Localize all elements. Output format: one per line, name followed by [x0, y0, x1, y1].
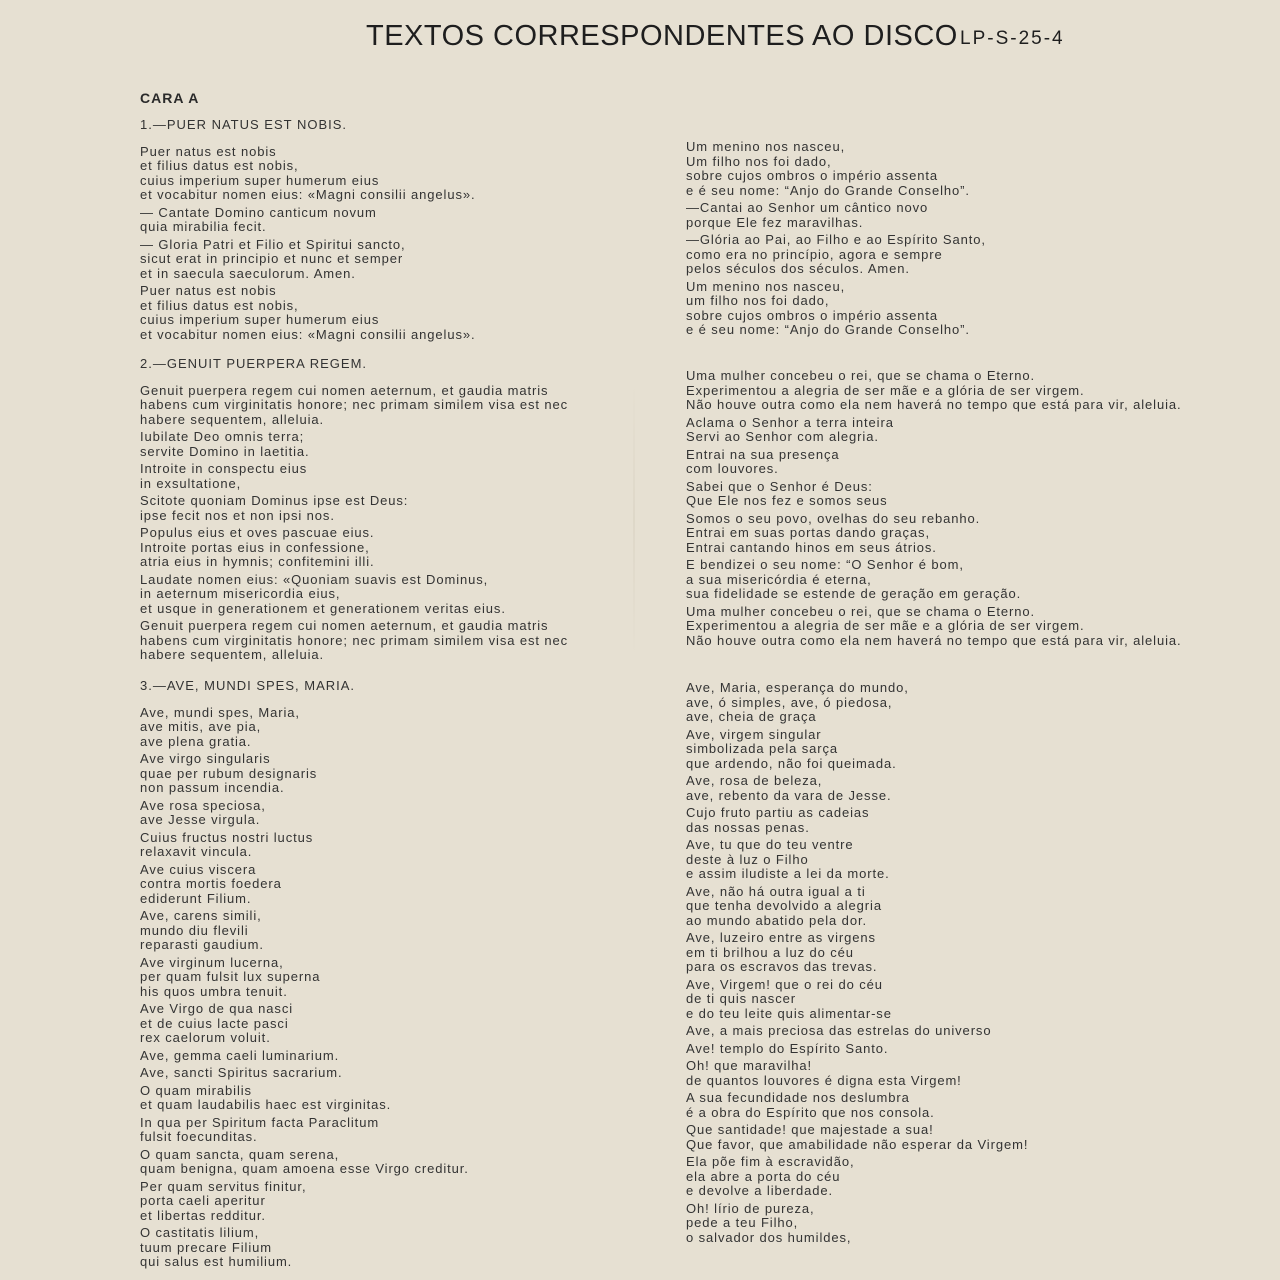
verse-line: et vocabitur nomen eius: «Magni consilii angelus». [140, 326, 476, 342]
verse-line: Introite portas eius in confessione, [140, 539, 370, 555]
verse-stanza [686, 806, 1246, 835]
verse-stanza [686, 1024, 1246, 1039]
verse-line: et quam laudabilis haec est virginitas. [140, 1097, 392, 1112]
song-heading: 2.—GENUIT PUERPERA REGEM. [140, 356, 368, 371]
verse-line: Ave virginum lucerna, [140, 954, 284, 970]
verse-line: sicut erat in principio et nunc et semper [140, 251, 404, 266]
verse-stanza [140, 909, 640, 953]
verse-stanza [686, 885, 1246, 929]
portuguese-verses [686, 140, 1246, 338]
verse-line: Um filho nos foi dado, [686, 153, 832, 169]
verse-stanza [686, 1059, 1246, 1088]
verse-line: — Gloria Patri et Filio et Spiritui sancto, [140, 236, 406, 252]
verse-line: ediderunt Filium. [140, 890, 252, 906]
verse-line: habere sequentem, alleluia. [140, 411, 325, 427]
verse-line: porque Ele fez maravilhas. [686, 214, 864, 230]
verse-stanza [686, 480, 1246, 509]
verse-stanza [140, 284, 640, 342]
verse-line: et de cuius lacte pasci [140, 1015, 289, 1031]
verse-stanza [140, 831, 640, 860]
verse-line: In qua per Spiritum facta Paraclitum [140, 1114, 380, 1130]
verse-line: habens cum virginitatis honore; nec primam similem visa est nec [140, 632, 569, 648]
verse-stanza [140, 494, 640, 523]
verse-line: ao mundo abatido pela dor. [686, 912, 867, 928]
verse-line: habens cum virginitatis honore; nec primam similem visa est nec [140, 397, 569, 412]
verse-line: quia mirabilia fecit. [140, 219, 267, 234]
verse-line: non passum incendia. [140, 780, 285, 795]
verse-line: O quam mirabilis [140, 1082, 252, 1098]
verse-line: Experimentou a alegria de ser mãe e a glória de ser virgem. [686, 382, 1085, 398]
verse-stanza [686, 140, 1246, 198]
verse-stanza [140, 526, 640, 570]
verse-stanza [140, 145, 640, 203]
verse-stanza [140, 1116, 640, 1145]
verse-line: Entrai cantando hinos em seus átrios. [686, 539, 937, 555]
verse-line: Que santidade! que majestade a sua! [686, 1122, 934, 1137]
verse-line: Ave! templo do Espírito Santo. [686, 1040, 889, 1056]
catalog-number: LP-S-25-4 [960, 28, 1065, 49]
verse-line: e é seu nome: “Anjo do Grande Conselho”. [686, 182, 970, 198]
verse-line: Uma mulher concebeu o rei, que se chama o Eterno. [686, 603, 1036, 619]
verse-stanza [686, 369, 1246, 413]
verse-stanza [140, 1084, 640, 1113]
verse-line: Entrai na sua presença [686, 446, 840, 462]
verse-line: sobre cujos ombros o império assenta [686, 307, 939, 323]
verse-line: servite Domino in laetitia. [140, 443, 310, 459]
latin-verses [140, 706, 640, 1270]
verse-stanza [140, 1002, 640, 1046]
verse-line: Ave virgo singularis [140, 751, 271, 766]
verse-stanza [140, 1226, 640, 1270]
verse-line: a sua misericórdia é eterna, [686, 571, 872, 587]
verse-line: Introite in conspectu eius [140, 461, 308, 476]
verse-line: O quam sancta, quam serena, [140, 1146, 340, 1162]
verse-line: Oh! que maravilha! [686, 1058, 813, 1073]
verse-stanza [686, 1202, 1246, 1246]
verse-stanza [686, 605, 1246, 649]
verse-stanza [140, 863, 640, 907]
verse-stanza [686, 448, 1246, 477]
verse-stanza [140, 1148, 640, 1177]
verse-line: cuius imperium super humerum eius [140, 312, 380, 327]
verse-line: Experimentou a alegria de ser mãe e a glória de ser virgem. [686, 618, 1085, 633]
verse-line: ipse fecit nos et non ipsi nos. [140, 507, 335, 523]
song-heading: 1.—PUER NATUS EST NOBIS. [140, 117, 348, 132]
verse-stanza [140, 573, 640, 617]
verse-line: ave, rebento da vara de Jesse. [686, 787, 892, 803]
verse-stanza [686, 931, 1246, 975]
verse-stanza [140, 956, 640, 1000]
verse-line: Ave, carens simili, [140, 908, 262, 923]
song-heading: 3.—AVE, MUNDI SPES, MARIA. [140, 678, 356, 693]
verse-line: Entrai em suas portas dando graças, [686, 525, 930, 540]
verse-stanza [140, 430, 640, 459]
verse-line: e assim iludiste a lei da morte. [686, 866, 890, 881]
verse-stanza [140, 384, 640, 428]
verse-stanza [686, 1042, 1246, 1057]
verse-stanza [686, 512, 1246, 556]
song-3-portuguese [686, 681, 1246, 1248]
verse-line: sua fidelidade se estende de geração em geração. [686, 586, 1022, 601]
verse-line: de quantos louvores é digna esta Virgem! [686, 1072, 962, 1088]
verse-line: qui salus est humilium. [140, 1254, 293, 1269]
verse-stanza [686, 280, 1246, 338]
verse-line: Que Ele nos fez e somos seus [686, 493, 888, 508]
verse-line: das nossas penas. [686, 819, 810, 835]
verse-stanza [686, 838, 1246, 882]
verse-line: Servi ao Senhor com alegria. [686, 429, 879, 444]
verse-line: cuius imperium super humerum eius [140, 172, 380, 188]
verse-line: quae per rubum designaris [140, 765, 318, 781]
verse-line: et usque in generationem et generationem veritas eius. [140, 600, 506, 616]
verse-line: para os escravos das trevas. [686, 959, 878, 974]
verse-stanza [140, 1180, 640, 1224]
verse-line: quam benigna, quam amoena esse Virgo creditur. [140, 1161, 469, 1176]
verse-stanza [140, 1049, 640, 1064]
verse-stanza [686, 201, 1246, 230]
verse-line: in aeternum misericordia eius, [140, 586, 341, 601]
verse-line: Ave, sancti Spiritus sacrarium. [140, 1065, 343, 1080]
verse-stanza [686, 1091, 1246, 1120]
song-3-latin [140, 679, 640, 1273]
verse-line: fulsit foecunditas. [140, 1129, 258, 1144]
song-1-latin [140, 118, 640, 345]
verse-line: et libertas redditur. [140, 1207, 266, 1223]
verse-line: habere sequentem, alleluia. [140, 647, 325, 662]
verse-line: o salvador dos humildes, [686, 1229, 852, 1245]
verse-line: —Glória ao Pai, ao Filho e ao Espírito Santo, [686, 232, 986, 247]
verse-line: ave mitis, ave pia, [140, 719, 262, 734]
verse-line: in exsultatione, [140, 475, 242, 491]
verse-line: sobre cujos ombros o império assenta [686, 168, 939, 183]
verse-line: Iubilate Deo omnis terra; [140, 429, 305, 444]
verse-line: A sua fecundidade nos deslumbra [686, 1090, 910, 1105]
verse-line: deste à luz o Filho [686, 851, 809, 867]
verse-line: Um menino nos nasceu, [686, 139, 846, 154]
verse-line: Aclama o Senhor a terra inteira [686, 414, 894, 430]
verse-line: como era no princípio, agora e sempre [686, 246, 943, 262]
verse-line: Não houve outra como ela nem haverá no tempo que está para vir, aleluia. [686, 397, 1182, 412]
verse-line: rex caelorum voluit. [140, 1030, 271, 1045]
verse-stanza [686, 978, 1246, 1022]
verse-line: ave Jesse virgula. [140, 812, 261, 827]
verse-line: et vocabitur nomen eius: «Magni consilii angelus». [140, 187, 476, 202]
verse-line: his quos umbra tenuit. [140, 983, 288, 999]
verse-line: e devolve a liberdade. [686, 1183, 834, 1198]
verse-line: que ardendo, não foi queimada. [686, 755, 897, 771]
verse-line: atria eius in hymnis; confitemini illi. [140, 554, 375, 569]
verse-stanza [140, 1066, 640, 1081]
latin-verses [140, 384, 640, 663]
verse-line: et filius datus est nobis, [140, 297, 299, 313]
latin-verses [140, 145, 640, 343]
verse-line: Populus eius et oves pascuae eius. [140, 525, 375, 540]
verse-line: simbolizada pela sarça [686, 741, 839, 756]
verse-line: Cuius fructus nostri luctus [140, 829, 314, 845]
verse-line: —Cantai ao Senhor um cântico novo [686, 200, 929, 215]
verse-stanza [140, 752, 640, 796]
verse-stanza [686, 774, 1246, 803]
verse-line: um filho nos foi dado, [686, 293, 830, 308]
verse-line: Ave, mundi spes, Maria, [140, 704, 300, 720]
verse-line: Ave, rosa de beleza, [686, 773, 823, 788]
verse-line: Uma mulher concebeu o rei, que se chama o Eterno. [686, 368, 1036, 383]
verse-stanza [140, 462, 640, 491]
verse-line: Ave rosa speciosa, [140, 797, 266, 813]
verse-line: Puer natus est nobis [140, 283, 277, 298]
verse-stanza [686, 233, 1246, 277]
verse-stanza [140, 799, 640, 828]
side-label: CARA A [140, 90, 200, 106]
verse-line: Ave, luzeiro entre as virgens [686, 930, 876, 945]
verse-line: Ave, não há outra igual a ti [686, 883, 866, 899]
verse-stanza [140, 206, 640, 235]
verse-line: pelos séculos dos séculos. Amen. [686, 261, 910, 276]
verse-line: — Cantate Domino canticum novum [140, 204, 377, 220]
verse-stanza [140, 238, 640, 282]
verse-line: ave, ó simples, ave, ó piedosa, [686, 694, 893, 710]
verse-stanza [140, 706, 640, 750]
song-2-portuguese [686, 369, 1246, 651]
verse-line: per quam fulsit lux superna [140, 969, 321, 984]
verse-line: Ave, a mais preciosa das estrelas do universo [686, 1023, 992, 1038]
verse-line: Que favor, que amabilidade não esperar da Virgem! [686, 1136, 1029, 1152]
verse-line: Somos o seu povo, ovelhas do seu rebanho. [686, 510, 981, 526]
verse-line: Ave, Virgem! que o rei do céu [686, 976, 883, 992]
verse-stanza [686, 1123, 1246, 1152]
verse-line: ela abre a porta do céu [686, 1168, 841, 1184]
verse-line: Ave Virgo de qua nasci [140, 1001, 294, 1016]
verse-line: porta caeli aperitur [140, 1193, 266, 1208]
verse-line: e é seu nome: “Anjo do Grande Conselho”. [686, 322, 970, 337]
verse-line: reparasti gaudium. [140, 937, 264, 952]
verse-line: Cujo fruto partiu as cadeias [686, 805, 870, 820]
song-1-portuguese [686, 140, 1246, 341]
portuguese-verses [686, 369, 1246, 648]
verse-stanza [686, 1155, 1246, 1199]
verse-line: Genuit puerpera regem cui nomen aeternum, et gaudia matris [140, 382, 549, 398]
verse-line: pede a teu Filho, [686, 1215, 799, 1230]
verse-line: E bendizei o seu nome: “O Senhor é bom, [686, 557, 964, 572]
verse-line: Ave, tu que do teu ventre [686, 837, 854, 852]
verse-line: Laudate nomen eius: «Quoniam suavis est Dominus, [140, 571, 489, 587]
verse-line: ave, cheia de graça [686, 709, 817, 724]
verse-line: Ave, Maria, esperança do mundo, [686, 680, 909, 695]
verse-line: que tenha devolvido a alegria [686, 898, 882, 913]
verse-line: e do teu leite quis alimentar-se [686, 1005, 892, 1021]
verse-line: Sabei que o Senhor é Deus: [686, 478, 873, 494]
verse-line: Ave, virgem singular [686, 726, 822, 742]
verse-line: Ave, gemma caeli luminarium. [140, 1047, 340, 1063]
verse-line: em ti brilhou a luz do céu [686, 944, 854, 960]
page-title: TEXTOS CORRESPONDENTES AO DISCO [366, 20, 958, 52]
verse-line: Ave cuius viscera [140, 861, 257, 877]
verse-line: com louvores. [686, 461, 779, 476]
verse-line: et in saecula saeculorum. Amen. [140, 265, 356, 281]
verse-line: mundo diu flevili [140, 922, 249, 938]
verse-line: é a obra do Espírito que nos consola. [686, 1104, 935, 1120]
verse-stanza [686, 681, 1246, 725]
verse-line: O castitatis lilium, [140, 1225, 260, 1240]
verse-line: Ela põe fim à escravidão, [686, 1154, 855, 1169]
verse-line: relaxavit vincula. [140, 844, 253, 859]
verse-stanza [686, 558, 1246, 602]
verse-line: et filius datus est nobis, [140, 158, 299, 173]
verse-line: tuum precare Filium [140, 1239, 272, 1255]
verse-line: Puer natus est nobis [140, 143, 277, 159]
verse-stanza [686, 728, 1246, 772]
verse-line: Scitote quoniam Dominus ipse est Deus: [140, 493, 409, 508]
verse-line: Oh! lírio de pureza, [686, 1200, 815, 1216]
page-header [0, 18, 1280, 62]
verse-line: ave plena gratia. [140, 733, 252, 749]
verse-line: Um menino nos nasceu, [686, 278, 846, 294]
verse-line: de ti quis nascer [686, 991, 796, 1006]
verse-line: Genuit puerpera regem cui nomen aeternum, et gaudia matris [140, 618, 549, 633]
verse-line: Per quam servitus finitur, [140, 1178, 307, 1194]
song-2-latin [140, 357, 640, 666]
portuguese-verses [686, 681, 1246, 1245]
verse-line: Não houve outra como ela nem haverá no tempo que está para vir, aleluia. [686, 632, 1182, 648]
verse-line: contra mortis foedera [140, 876, 282, 891]
verse-stanza [686, 416, 1246, 445]
verse-stanza [140, 619, 640, 663]
